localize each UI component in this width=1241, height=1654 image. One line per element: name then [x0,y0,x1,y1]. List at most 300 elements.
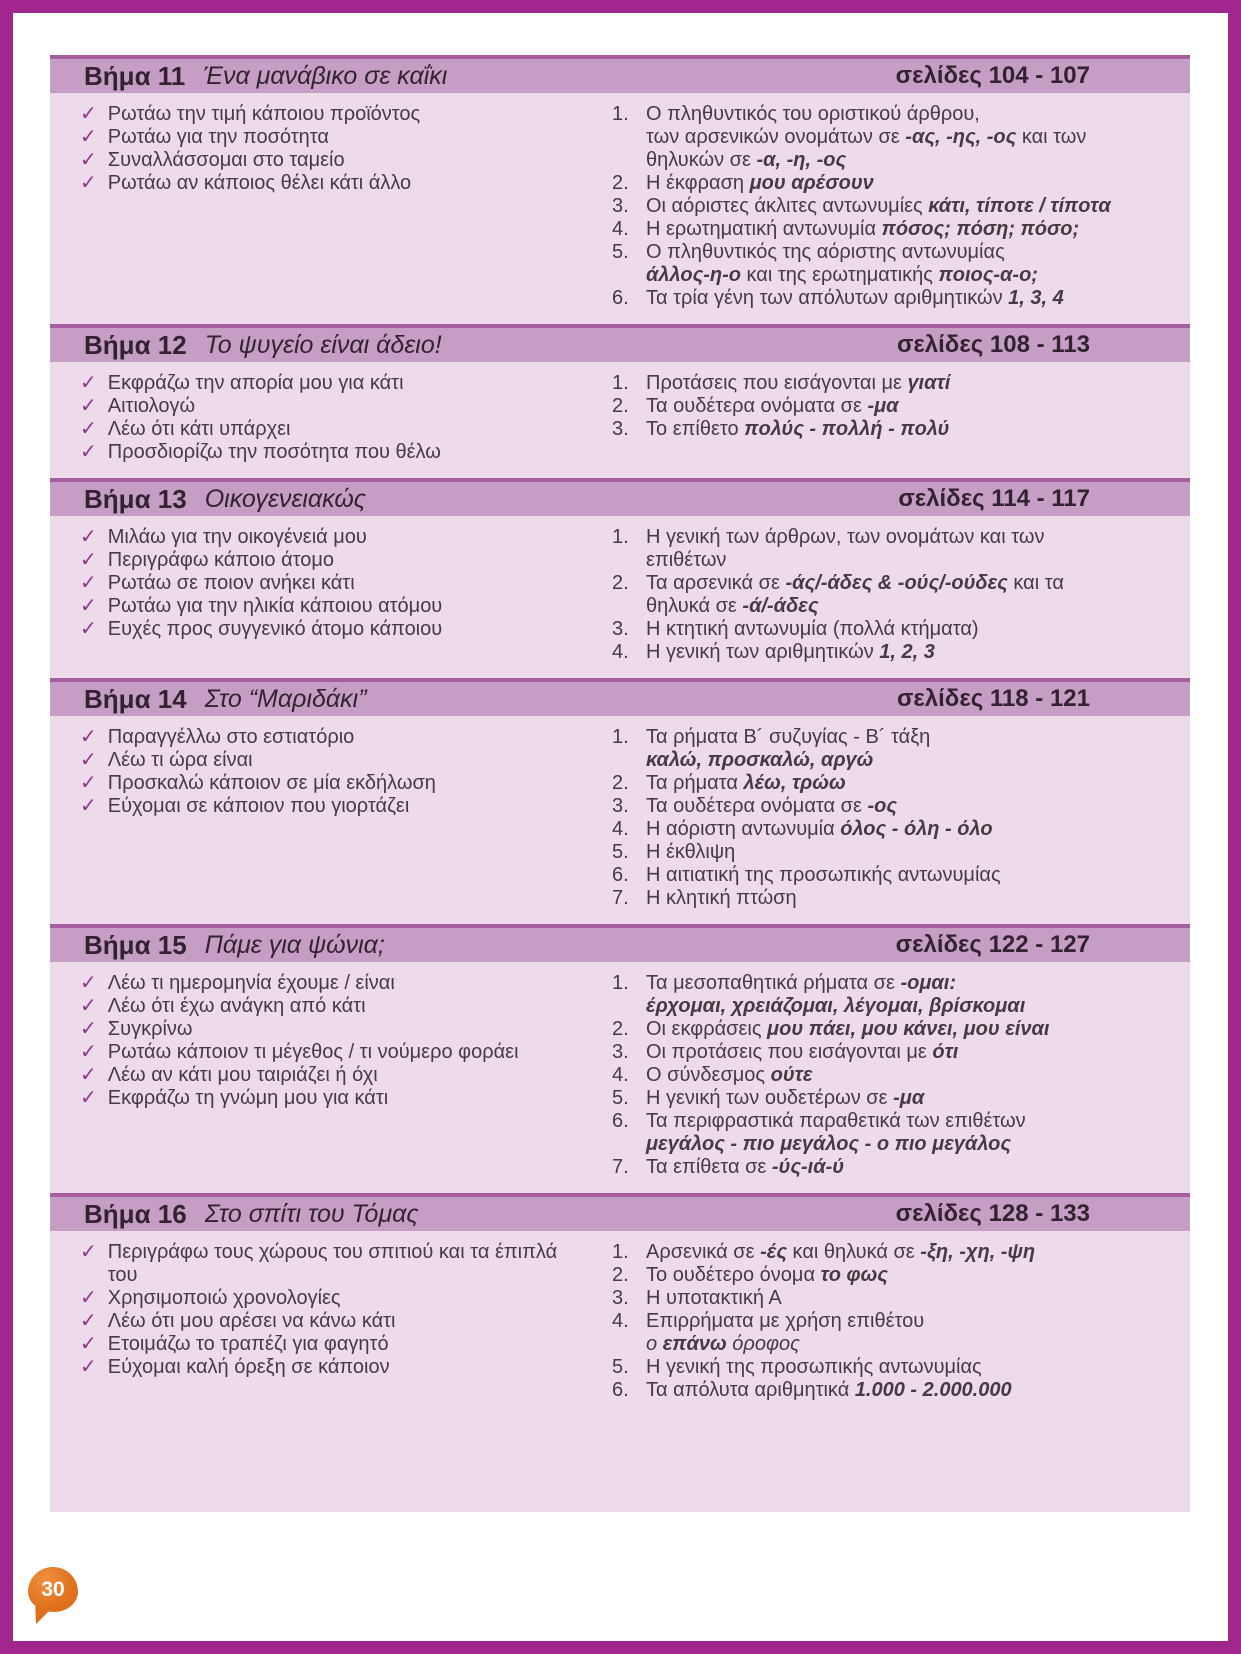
can-do-text: Προσκαλώ κάποιον σε μία εκδήλωση [107,772,436,794]
grammar-line [646,1064,1162,1087]
grammar-line [646,526,1162,549]
grammar-item-text [646,572,1162,618]
grammar-item-number: 1. [612,726,629,748]
can-do-text: Περιγράφω κάποιο άτομο [107,549,335,571]
text-segment: κάτι, τίποτε / τίποτα [928,195,1111,217]
can-do-item [80,618,585,641]
text-segment: το φως [820,1264,888,1286]
can-do-text: Λέω τι ώρα είναι [107,749,253,771]
text-segment: Η υποτακτική Α [646,1287,782,1309]
can-do-text: Συγκρίνω [107,1018,193,1040]
grammar-line [646,1310,1162,1333]
can-do-item [80,549,585,572]
grammar-item-number: 5. [612,1356,629,1378]
step-section [50,678,1190,924]
checkmark-icon: ✓ [80,726,97,748]
grammar-item-number: 2. [612,1264,629,1286]
checkmark-icon: ✓ [80,372,97,394]
grammar-item-number: 3. [612,1287,629,1309]
grammar-item-text [646,772,1162,795]
step-header [50,324,1190,362]
step-title: Ένα μανάβικο σε καΐκι [203,61,448,90]
grammar-item-number: 4. [612,1310,629,1332]
checkmark-icon: ✓ [80,1356,97,1378]
text-segment: Το επίθετο [646,418,745,440]
grammar-item [612,864,1162,887]
text-segment: Αρσενικά σε [646,1241,761,1263]
can-do-item [80,772,585,795]
grammar-item [612,1310,1162,1356]
grammar-item-number: 3. [612,195,629,217]
grammar-item-number: 5. [612,1087,629,1109]
can-do-text: Εκφράζω την απορία μου για κάτι [107,372,404,394]
text-segment: ότι [932,1041,959,1063]
text-segment: Η κτητική αντωνυμία (πολλά κτήματα) [646,618,979,640]
grammar-item-number: 3. [612,618,629,640]
checkmark-icon: ✓ [80,618,97,640]
text-segment: Προτάσεις που εισάγονται με [646,372,908,394]
grammar-item [612,103,1162,172]
text-segment: -α, -η, -ος [756,149,847,171]
can-do-item [80,1356,585,1379]
grammar-item-text [646,287,1162,310]
grammar-item-text [646,795,1162,818]
grammar-item-number: 7. [612,1156,629,1178]
grammar-item-text [646,864,1162,887]
text-segment: Η γενική της προσωπικής αντωνυμίας [646,1356,982,1378]
text-segment: Η γενική των άρθρων, των ονομάτων και των [646,526,1045,548]
can-do-text: Συναλλάσσομαι στο ταμείο [107,149,345,171]
contents-panel [50,55,1190,1512]
page-frame-bottom [0,1641,1241,1654]
grammar-item-text [646,526,1162,572]
can-do-text: Εύχομαι σε κάποιον που γιορτάζει [107,795,410,817]
can-do-item [80,526,585,549]
step-pages: σελίδες 104 - 107 [895,62,1090,89]
can-do-text: Λέω ότι κάτι υπάρχει [107,418,291,440]
grammar-item-text [646,1018,1162,1041]
step-content [50,362,1190,478]
step-pages: σελίδες 114 - 117 [898,485,1090,512]
grammar-item-text [646,818,1162,841]
grammar-item-number: 6. [612,864,629,886]
checkmark-icon: ✓ [80,1064,97,1086]
grammar-item [612,972,1162,1018]
grammar-item-number: 4. [612,641,629,663]
grammar-item-text [646,1087,1162,1110]
grammar-item-number: 1. [612,1241,629,1263]
text-segment: ποιος-α-ο; [938,264,1038,286]
page-number-bubble [28,1567,78,1612]
step-header [50,1193,1190,1231]
grammar-item [612,1156,1162,1179]
grammar-line [646,864,1162,887]
grammar-item [612,395,1162,418]
text-segment: Η αόριστη αντωνυμία [646,818,841,840]
grammar-item-text [646,1310,1162,1356]
checkmark-icon: ✓ [80,418,97,440]
step-content [50,962,1190,1193]
step-section [50,55,1190,324]
grammar-item-text [646,1156,1162,1179]
can-do-text: Αιτιολογώ [107,395,196,417]
text-segment: Η ερωτηματική αντωνυμία [646,218,882,240]
grammar-line [646,1379,1162,1402]
step-title: Στο σπίτι του Τόμας [204,1199,419,1228]
can-do-item [80,103,585,126]
page-number: 30 [41,1577,65,1601]
can-do-item [80,172,585,195]
can-do-list [50,724,595,818]
grammar-item-text [646,103,1162,172]
grammar-item-number: 6. [612,287,629,309]
checkmark-icon: ✓ [80,972,97,994]
text-segment: -ας, -ης, -ος [905,126,1017,148]
checkmark-icon: ✓ [80,1018,97,1040]
grammar-item-number: 5. [612,841,629,863]
grammar-item [612,1264,1162,1287]
can-do-list [50,970,595,1110]
can-do-list [50,524,595,641]
grammar-line [646,818,1162,841]
grammar-item [612,372,1162,395]
grammar-line [646,195,1162,218]
step-title: Οικογενειακώς [204,484,366,513]
checkmark-icon: ✓ [80,126,97,148]
checkmark-icon: ✓ [80,995,97,1017]
can-do-list [50,370,595,464]
grammar-line [646,772,1162,795]
step-pages: σελίδες 108 - 113 [896,331,1090,358]
text-segment: μου αρέσουν [749,172,874,194]
grammar-item-number: 1. [612,372,629,394]
grammar-item-text [646,195,1162,218]
grammar-line [646,103,1162,126]
can-do-list [50,1239,595,1379]
grammar-item [612,1287,1162,1310]
grammar-line [646,749,1162,772]
text-segment: Ο σύνδεσμος [646,1064,771,1086]
step-label: Βήμα 11 [84,60,186,91]
grammar-item-text [646,1287,1162,1310]
grammar-item [612,1356,1162,1379]
grammar-item [612,195,1162,218]
page-frame-right [1228,0,1241,1654]
checkmark-icon: ✓ [80,795,97,817]
checkmark-icon: ✓ [80,441,97,463]
can-do-item [80,1041,585,1064]
text-segment: και της ερωτηματικής [740,264,939,286]
grammar-item-number: 3. [612,795,629,817]
grammar-line [646,1041,1162,1064]
speech-bubble-tail-icon [31,1606,50,1626]
grammar-line [646,595,1162,618]
grammar-item-number: 6. [612,1110,629,1132]
text-segment: πολύς - πολλή - πολύ [744,418,950,440]
grammar-item-text [646,372,1162,395]
text-segment: Επιρρήματα με χρήση επιθέτου [646,1310,925,1332]
can-do-list [50,101,595,195]
text-segment: μεγάλος - πιο μεγάλος - ο πιο μεγάλος [646,1133,1012,1155]
grammar-line [646,172,1162,195]
grammar-line [646,372,1162,395]
text-segment: Ο πληθυντικός του οριστικού άρθρου, [646,103,980,125]
text-segment: όροφος [732,1333,800,1355]
text-segment: Το ουδέτερο όνομα [646,1264,821,1286]
can-do-item [80,972,585,995]
grammar-item [612,618,1162,641]
checkmark-icon: ✓ [80,1333,97,1355]
checkmark-icon: ✓ [80,526,97,548]
text-segment: θηλυκών σε [646,149,757,171]
grammar-line [646,726,1162,749]
grammar-line [646,1356,1162,1379]
grammar-item-number: 1. [612,972,629,994]
grammar-item [612,1018,1162,1041]
grammar-line [646,287,1162,310]
grammar-line [646,549,1162,572]
checkmark-icon: ✓ [80,572,97,594]
grammar-list [595,370,1190,441]
can-do-text: Ρωτάω σε ποιον ανήκει κάτι [107,572,355,594]
grammar-item-number: 3. [612,1041,629,1063]
grammar-item-number: 6. [612,1379,629,1401]
step-content [50,1231,1190,1416]
step-header [50,678,1190,716]
step-pages: σελίδες 128 - 133 [895,1200,1090,1227]
can-do-item [80,595,585,618]
step-content [50,93,1190,324]
can-do-text: Λέω ότι μου αρέσει να κάνω κάτι [107,1310,396,1332]
step-title: Το ψυγείο είναι άδειο! [204,330,442,359]
text-segment: και τα [1007,572,1064,594]
text-segment: Οι προτάσεις που εισάγονται με [646,1041,933,1063]
can-do-text: Ρωτάω την τιμή κάποιου προϊόντος [107,103,421,125]
checkmark-icon: ✓ [80,395,97,417]
grammar-item-number: 1. [612,526,629,548]
can-do-item [80,726,585,749]
step-label: Βήμα 13 [84,483,187,514]
grammar-item [612,1241,1162,1264]
text-segment: -ά/-άδες [742,595,819,617]
grammar-item [612,887,1162,910]
grammar-item-number: 2. [612,172,629,194]
grammar-item-text [646,1379,1162,1402]
step-section [50,324,1190,478]
grammar-line [646,995,1162,1018]
grammar-line [646,1241,1162,1264]
grammar-item-text [646,972,1162,1018]
grammar-line [646,418,1162,441]
step-section [50,924,1190,1193]
grammar-item-text [646,1241,1162,1264]
grammar-item [612,218,1162,241]
can-do-item [80,749,585,772]
grammar-line [646,149,1162,172]
checkmark-icon: ✓ [80,1041,97,1063]
text-segment: Η έκφραση [646,172,750,194]
grammar-line [646,572,1162,595]
text-segment: Τα περιφραστικά παραθετικά των επιθέτων [646,1110,1026,1132]
grammar-item-number: 2. [612,572,629,594]
grammar-line [646,1264,1162,1287]
text-segment: λέω, τρώω [743,772,846,794]
step-title: Πάμε για ψώνια; [204,930,385,959]
grammar-line [646,1110,1162,1133]
can-do-text: Μιλάω για την οικογένειά μου [107,526,367,548]
checkmark-icon: ✓ [80,1310,97,1332]
grammar-item [612,526,1162,572]
grammar-line [646,1133,1162,1156]
grammar-item-number: 4. [612,218,629,240]
step-title: Στο “Μαριδάκι” [204,684,367,713]
grammar-line [646,795,1162,818]
step-section [50,1193,1190,1416]
grammar-item [612,287,1162,310]
grammar-item-number: 5. [612,241,629,263]
grammar-line [646,1087,1162,1110]
grammar-item [612,818,1162,841]
grammar-item-text [646,618,1162,641]
grammar-item [612,726,1162,772]
text-segment: -μα [867,395,899,417]
step-label: Βήμα 12 [84,329,187,360]
checkmark-icon: ✓ [80,772,97,794]
can-do-item [80,395,585,418]
can-do-text: Ρωτάω αν κάποιος θέλει κάτι άλλο [107,172,412,194]
checkmark-icon: ✓ [80,1287,97,1309]
grammar-item-text [646,418,1162,441]
text-segment: ούτε [770,1064,813,1086]
checkmark-icon: ✓ [80,149,97,171]
can-do-text: Εύχομαι καλή όρεξη σε κάποιον [107,1356,390,1378]
grammar-item-text [646,218,1162,241]
text-segment: καλώ, προσκαλώ, αργώ [646,749,874,771]
text-segment: Η γενική των αριθμητικών [646,641,880,663]
grammar-item [612,1379,1162,1402]
text-segment: Η κλητική πτώση [646,887,797,909]
can-do-text: Προσδιορίζω την ποσότητα που θέλω [107,441,441,463]
can-do-text: Ευχές προς συγγενικό άτομο κάποιου [107,618,443,640]
grammar-item-text [646,887,1162,910]
grammar-line [646,887,1162,910]
can-do-item [80,795,585,818]
grammar-item [612,641,1162,664]
grammar-item-text [646,841,1162,864]
text-segment: Τα μεσοπαθητικά ρήματα σε [646,972,901,994]
can-do-item [80,441,585,464]
grammar-item-text [646,172,1162,195]
can-do-text: Περιγράφω τους χώρους του σπιτιού και τα έπιπλά του [107,1241,558,1286]
grammar-line [646,1287,1162,1310]
text-segment: Η γενική των ουδετέρων σε [646,1087,894,1109]
text-segment: -ος [867,795,897,817]
can-do-item [80,149,585,172]
step-header [50,55,1190,93]
checkmark-icon: ✓ [80,749,97,771]
checkmark-icon: ✓ [80,595,97,617]
grammar-item-number: 7. [612,887,629,909]
page-frame-top [0,0,1241,13]
grammar-line [646,841,1162,864]
grammar-item-text [646,1041,1162,1064]
text-segment: Τα ουδέτερα ονόματα σε [646,395,868,417]
can-do-text: Ετοιμάζω το τραπέζι για φαγητό [107,1333,389,1355]
text-segment: 1, 3, 4 [1008,287,1064,309]
text-segment: -μα [893,1087,925,1109]
can-do-item [80,418,585,441]
can-do-item [80,1087,585,1110]
text-segment: -άς/-άδες & -ούς/-ούδες [785,572,1008,594]
can-do-text: Παραγγέλλω στο εστιατόριο [107,726,355,748]
grammar-list [595,1239,1190,1402]
step-label: Βήμα 16 [84,1198,187,1229]
can-do-text: Λέω ότι έχω ανάγκη από κάτι [107,995,366,1017]
can-do-text: Ρωτάω για την ηλικία κάποιου ατόμου [107,595,443,617]
step-label: Βήμα 14 [84,683,187,714]
text-segment: Τα ουδέτερα ονόματα σε [646,795,868,817]
step-section [50,478,1190,678]
text-segment: των αρσενικών ονομάτων σε [646,126,906,148]
grammar-line [646,126,1162,149]
text-segment: Τα ρήματα Β´ συζυγίας - Β´ τάξη [646,726,931,748]
grammar-item [612,772,1162,795]
text-segment: και των [1016,126,1087,148]
text-segment: Ο πληθυντικός της αόριστης αντωνυμίας [646,241,1005,263]
checkmark-icon: ✓ [80,103,97,125]
grammar-item [612,418,1162,441]
can-do-item [80,372,585,395]
step-header [50,478,1190,516]
step-header [50,924,1190,962]
grammar-item-text [646,1356,1162,1379]
grammar-line [646,618,1162,641]
text-segment: όλος - όλη - όλο [840,818,993,840]
grammar-line [646,1156,1162,1179]
grammar-line [646,1018,1162,1041]
text-segment: Οι εκφράσεις [646,1018,768,1040]
can-do-text: Ρωτάω για την ποσότητα [107,126,329,148]
grammar-item-text [646,1064,1162,1087]
checkmark-icon: ✓ [80,172,97,194]
grammar-item-number: 1. [612,103,629,125]
can-do-text: Εκφράζω τη γνώμη μου για κάτι [107,1087,389,1109]
grammar-item-text [646,1264,1162,1287]
can-do-text: Λέω αν κάτι μου ταιριάζει ή όχι [107,1064,378,1086]
can-do-item [80,1333,585,1356]
grammar-item-text [646,241,1162,287]
text-segment: επιθέτων [646,549,727,571]
grammar-item-text [646,1110,1162,1156]
grammar-list [595,524,1190,664]
text-segment: Τα επίθετα σε [646,1156,772,1178]
grammar-item-number: 3. [612,418,629,440]
grammar-line [646,395,1162,418]
can-do-item [80,1287,585,1310]
can-do-text: Χρησιμοποιώ χρονολογίες [107,1287,341,1309]
grammar-line [646,641,1162,664]
checkmark-icon: ✓ [80,549,97,571]
text-segment: -ύς-ιά-ύ [771,1156,845,1178]
grammar-item-text [646,641,1162,664]
can-do-item [80,1310,585,1333]
text-segment: Οι αόριστες άκλιτες αντωνυμίες [646,195,929,217]
grammar-item [612,172,1162,195]
text-segment: -ξη, -χη, -ψη [920,1241,1036,1263]
text-segment: Τα τρία γένη των απόλυτων αριθμητικών [646,287,1009,309]
grammar-item [612,1087,1162,1110]
grammar-list [595,101,1190,310]
